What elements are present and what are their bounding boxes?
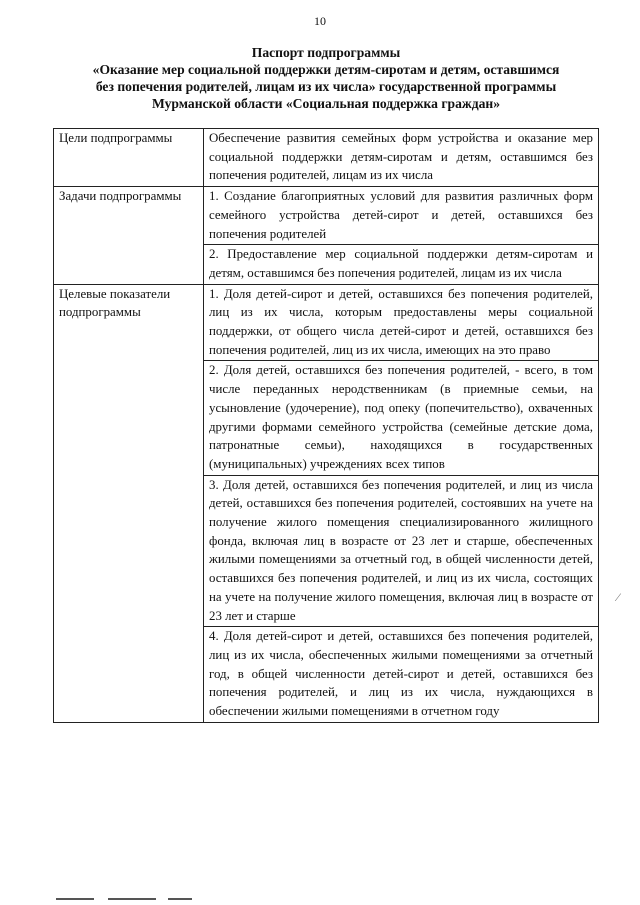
indicator-item-3: 3. Доля детей, оставшихся без попечения родителей, и лиц из числа детей, оставшихся без попечения родителей, состоявших на учете на получение жилого помещения специализированного жилищного фонда, включая лиц в возрасте от 23 лет и старше, обеспеченных жилыми помещениями за отчетный год, в общей численности детей, оставшихся без попечения родителей, и лиц из их числа, состоящих на учете на получение жилого помещения, включая лиц в возрасте от 23 лет и старше (204, 475, 599, 627)
scan-mark (56, 898, 94, 900)
table-row-goals (54, 129, 599, 187)
document-heading (54, 44, 598, 112)
heading-subprogram-name-line-3: Мурманской области «Социальная поддержка граждан» (151, 96, 501, 111)
task-item-2: 2. Предоставление мер социальной поддержки детям-сиротам и детям, оставшимся без попечения родителей, лицам из их числа (204, 245, 599, 284)
scan-edge-marks (0, 898, 640, 902)
table-row-tasks (54, 187, 599, 245)
heading-subprogram-name-line-1: «Оказание мер социальной поддержки детям-сиротам и детям, оставшимся (92, 62, 560, 77)
indicator-item-4: 4. Доля детей-сирот и детей, оставшихся без попечения родителей, лиц из их числа, обеспеченных жилыми помещениями за отчетный год, в общей численности детей-сирот и детей, оставшихся без попечения родителей, и лиц из их числа, нуждающихся в обеспечении жилыми помещениями в отчетном году (204, 627, 599, 723)
margin-pen-mark: ⁄ (617, 590, 620, 604)
scan-mark (108, 898, 156, 900)
table-row-indicators (54, 284, 599, 361)
page-number: 10 (314, 14, 326, 28)
tasks-label: Задачи подпрограммы (54, 187, 204, 285)
passport-table (53, 128, 599, 723)
heading-title: Паспорт подпрограммы (251, 45, 401, 60)
scan-mark (168, 898, 192, 900)
goals-text: Обеспечение развития семейных форм устройства и оказание мер социальной поддержки детям-сиротам и детям, оставшимся без попечения родителей, лицам из их числа (204, 129, 599, 187)
goals-label: Цели подпрограммы (54, 129, 204, 187)
heading-subprogram-name-line-2: без попечения родителей, лицам из их числа» государственной программы (95, 79, 557, 94)
indicator-item-2: 2. Доля детей, оставшихся без попечения родителей, - всего, в том числе переданных неродственникам (в приемные семьи, на усыновление (удочерение), под опеку (попечительство), охваченных другими формами семейного устройства (семейные детские дома, патронатные семьи), находящихся в государственных (муниципальных) учреждениях всех типов (204, 361, 599, 475)
indicators-label: Целевые показатели подпрограммы (54, 284, 204, 722)
indicator-item-1: 1. Доля детей-сирот и детей, оставшихся без попечения родителей, лиц из их числа, которым предоставлены меры социальной поддержки, от общего числа детей-сирот и детей, оставшихся без попечения родителей, лиц из их числа, имеющих на это право (204, 284, 599, 361)
task-item-1: 1. Создание благоприятных условий для развития различных форм семейного устройства детей-сирот и детей, оставшихся без попечения родителей (204, 187, 599, 245)
